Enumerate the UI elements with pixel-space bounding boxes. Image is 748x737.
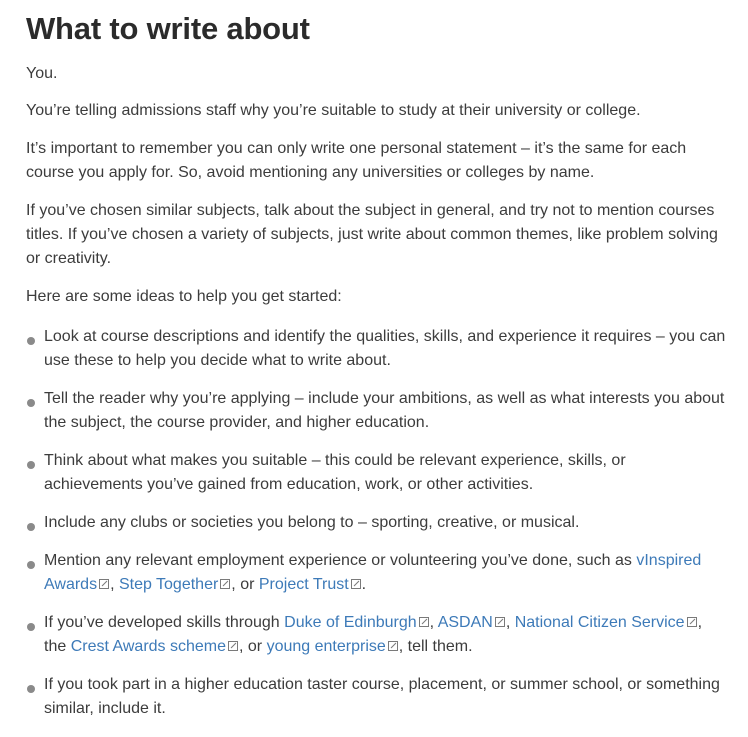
paragraph-similar-subjects: If you’ve chosen similar subjects, talk about the subject in general, and try not to mention courses titles. If you’ve chosen a variety of subjects, just write about common themes, like problem solving or creativity. (26, 202, 718, 267)
list-item-text-end: . (361, 576, 367, 593)
list-item (26, 387, 726, 435)
link-step-together[interactable]: Step Together (118, 576, 219, 593)
link-vinspired-awards[interactable]: vInspired Awards (44, 552, 702, 593)
external-link-icon[interactable] (228, 641, 238, 651)
page-title: What to write about (26, 11, 310, 46)
link-crest-awards-scheme[interactable]: Crest Awards scheme (70, 638, 227, 655)
list-item-text: Look at course descriptions and identify the qualities, skills, and experience it requires – you can use these to help you decide what to write about. (44, 328, 726, 369)
separator: , (429, 614, 438, 631)
link-project-trust[interactable]: Project Trust (258, 576, 349, 593)
external-link-icon[interactable] (388, 641, 398, 651)
external-link-icon[interactable] (99, 579, 109, 589)
list-item-text: If you’ve developed skills through (44, 614, 285, 631)
separator: , the (44, 614, 703, 655)
list-item (26, 511, 726, 535)
list-item (26, 673, 726, 721)
link-national-citizen-service[interactable]: National Citizen Service (514, 614, 685, 631)
link-young-enterprise[interactable]: young enterprise (266, 638, 386, 655)
list-item-text-end: , tell them. (398, 638, 473, 655)
link-asdan[interactable]: ASDAN (437, 614, 493, 631)
bullet-dot-icon (27, 523, 35, 531)
external-link-icon[interactable] (687, 617, 697, 627)
separator: , or (239, 638, 267, 655)
list-item-text: Think about what makes you suitable – this could be relevant experience, skills, or achievements you’ve gained from education, work, or other activities. (44, 452, 626, 493)
separator: , or (231, 576, 259, 593)
paragraph-telling: You’re telling admissions staff why you’re suitable to study at their university or college. (26, 102, 641, 119)
separator: , (110, 576, 119, 593)
paragraph-ideas-intro: Here are some ideas to help you get started: (26, 288, 342, 305)
list-item-text: Mention any relevant employment experience or volunteering you’ve done, such as (44, 552, 637, 569)
list-item-text: Include any clubs or societies you belong to – sporting, creative, or musical. (44, 514, 580, 531)
bullet-dot-icon (27, 685, 35, 693)
external-link-icon[interactable] (419, 617, 429, 627)
external-link-icon[interactable] (351, 579, 361, 589)
link-duke-of-edinburgh[interactable]: Duke of Edinburgh (284, 614, 417, 631)
list-item (26, 449, 726, 497)
list-item (26, 549, 726, 597)
bullet-dot-icon (27, 399, 35, 407)
paragraph-you: You. (26, 65, 58, 82)
bullet-dot-icon (27, 623, 35, 631)
bullet-dot-icon (27, 561, 35, 569)
paragraph-important: It’s important to remember you can only write one personal statement – it’s the same for each course you apply for. So, avoid mentioning any universities or colleges by name. (26, 140, 687, 181)
list-item (26, 325, 726, 373)
bullet-dot-icon (27, 461, 35, 469)
external-link-icon[interactable] (220, 579, 230, 589)
bullet-dot-icon (27, 337, 35, 345)
list-item-text: If you took part in a higher education taster course, placement, or summer school, or something similar, include it. (44, 676, 720, 717)
list-item (26, 611, 726, 659)
content-section (26, 0, 726, 735)
external-link-icon[interactable] (495, 617, 505, 627)
ideas-list (26, 325, 726, 721)
list-item-text: Tell the reader why you’re applying – include your ambitions, as well as what interests you about the subject, the course provider, and higher education. (44, 390, 725, 431)
separator: , (505, 614, 515, 631)
